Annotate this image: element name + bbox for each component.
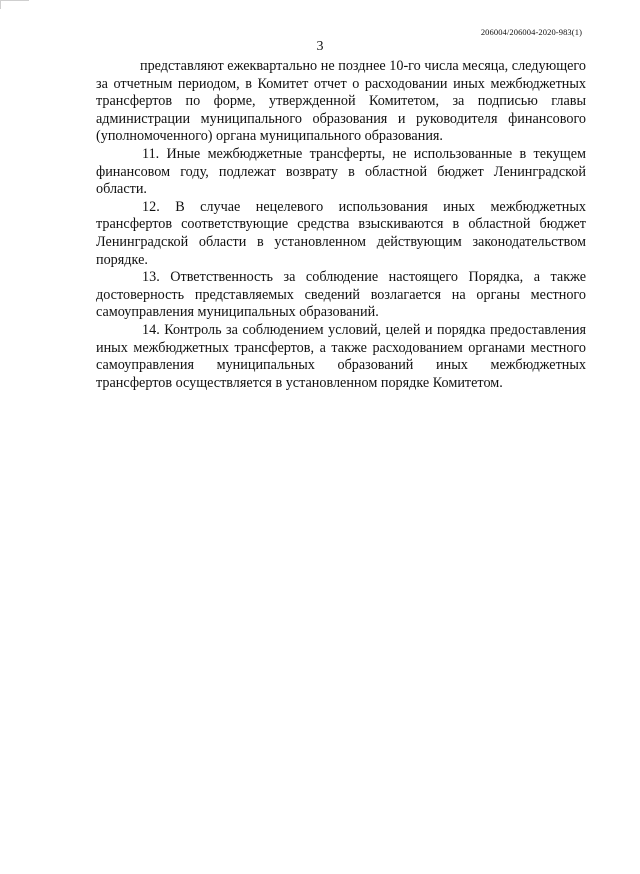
paragraph-13: 13. Ответственность за соблюдение настоящего Порядка, а также достоверность представляемых сведений возлагается на органы местного самоуправления муниципальных образований. xyxy=(96,269,586,321)
paragraph-14: 14. Контроль за соблюдением условий, целей и порядка предоставления иных межбюджетных трансфертов, а также расходованием органами местного самоуправления муниципальных образований иных межбюджетных трансфертов осуществляется в установленном порядке Комитетом. xyxy=(96,321,586,391)
scan-corner-mark xyxy=(0,0,29,9)
document-body xyxy=(96,58,586,392)
paragraph-continuation: представляют ежеквартально не позднее 10-го числа месяца, следующего за отчетным периодом, в Комитет отчет о расходовании иных межбюджетных трансфертов по форме, утвержденной Комитетом, за подписью главы администрации муниципального образования и руководителя финансового (уполномоченного) органа муниципального образования. xyxy=(96,58,586,145)
paragraph-12: 12. В случае нецелевого использования иных межбюджетных трансфертов соответствующие средства взыскиваются в областной бюджет Ленинградской области в установленном действующим законодательством порядке. xyxy=(96,198,586,268)
page-number: 3 xyxy=(316,39,324,54)
paragraph-11: 11. Иные межбюджетные трансферты, не использованные в текущем финансовом году, подлежат возврату в областной бюджет Ленинградской области. xyxy=(96,145,586,198)
document-id: 206004/206004-2020-983(1) xyxy=(480,27,582,37)
